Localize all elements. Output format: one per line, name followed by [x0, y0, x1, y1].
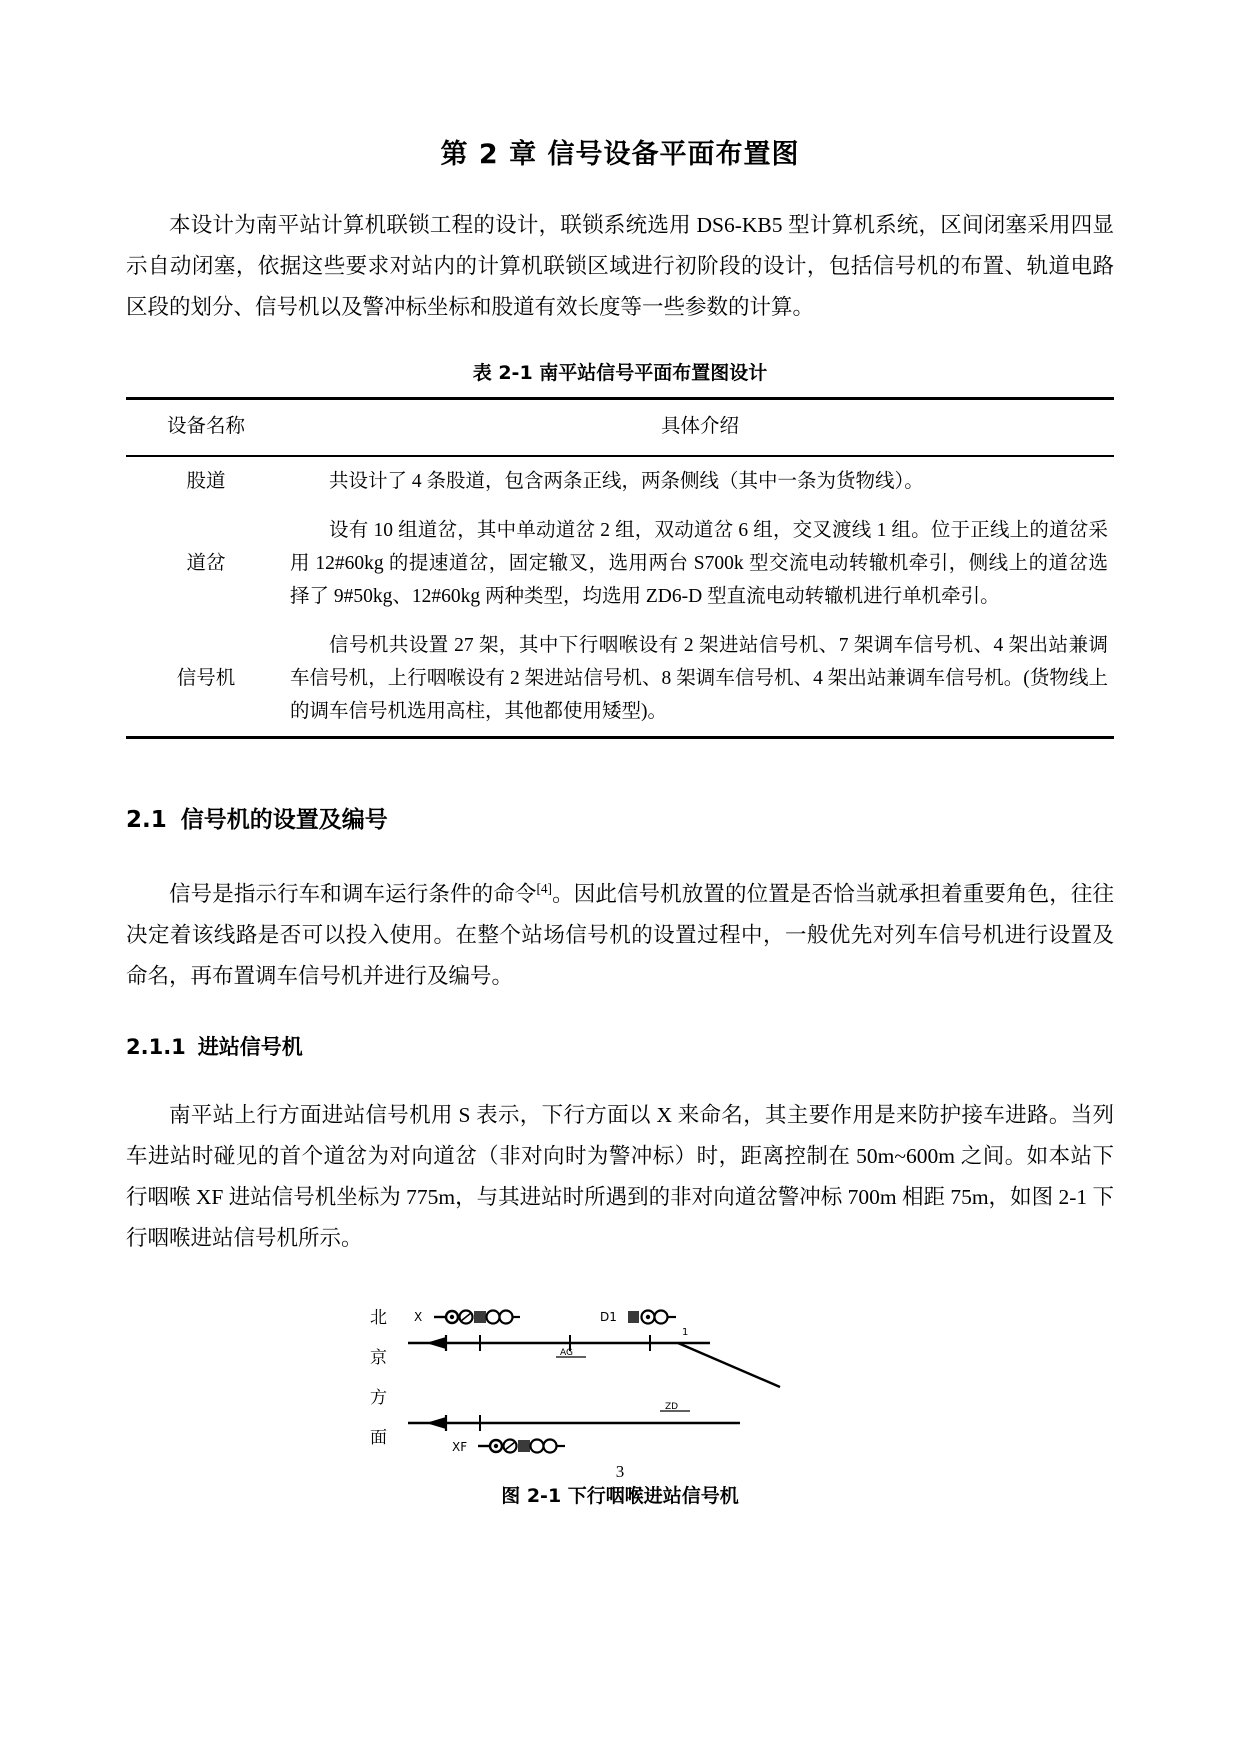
- d1-block-square: [628, 1311, 639, 1323]
- xf-lamp-dot-1: [494, 1444, 498, 1448]
- figure-caption: 图 2-1 下行咽喉进站信号机: [501, 1485, 739, 1508]
- upper-right-signal-label: D1: [600, 1310, 617, 1325]
- table-body: [126, 456, 1114, 738]
- page-content: [126, 0, 1114, 1508]
- design-table: [126, 397, 1114, 739]
- section-2-1-paragraph: [126, 868, 1114, 997]
- signal-lamp-circle-4: [500, 1311, 513, 1324]
- table-row: [126, 506, 1114, 621]
- paragraph-rest-text: 。因此信号机放置的位置是否恰当就承担着重要角色，往往决定着该线路是否可以投入使用。在整个站场信号机的设置过程中，一般优先对列车信号机进行设置及命名，再布置调车信号机并进行及编号。: [126, 882, 1114, 989]
- railway-signal-schematic: [360, 1299, 880, 1459]
- section-title: 信号机的设置及编号: [180, 807, 388, 833]
- table-cell-device-name: 道岔: [186, 553, 226, 574]
- subsection-title: 进站信号机: [197, 1035, 303, 1060]
- upper-left-signal-label: X: [414, 1310, 423, 1325]
- lower-left-signal-label: XF: [452, 1440, 468, 1455]
- section-2-1-paragraph-block: [126, 868, 1114, 997]
- d1-lamp-dot-1: [646, 1315, 650, 1319]
- side-label-char-jing: 京: [370, 1348, 387, 1369]
- section-2-1-1-paragraph: 南平站上行方面进站信号机用 S 表示，下行方面以 X 来命名，其主要作用是来防护接车进路。当列车进站时碰见的首个道岔为对向道岔（非对向时为警冲标）时，距离控制在 50m~600m 之间。如本站下行咽喉 XF 进站信号机坐标为 775m，与其进站时所遇到的非对向道岔警冲标 700m 相距 75m，如图 2-1 下行咽喉进站信号机所示。: [126, 1103, 1114, 1251]
- side-label-char-fang: 方: [370, 1388, 387, 1409]
- paragraph-lead-text: 信号是指示行车和调车运行条件的命令: [169, 882, 537, 907]
- xf-block-square: [518, 1440, 530, 1452]
- table-header-row: [126, 399, 1114, 457]
- section-number: 2.1: [126, 807, 167, 833]
- intro-paragraph: 本设计为南平站计算机联锁工程的设计，联锁系统选用 DS6-KB5 型计算机系统，区间闭塞采用四显示自动闭塞，依据这些要求对站内的计算机联锁区域进行初阶段的设计，包括信号机的布置、轨道电路区段的划分、信号机以及警冲标坐标和股道有效长度等一些参数的计算。: [126, 213, 1114, 319]
- table-cell-device-name: 股道: [186, 471, 226, 492]
- signal-lamp-circle-3: [487, 1311, 500, 1324]
- table-cell-description: 共设计了 4 条股道，包含两条正线，两条侧线（其中一条为货物线）。: [329, 471, 924, 492]
- table-row: [126, 621, 1114, 738]
- d1-lamp-circle-2: [655, 1311, 668, 1324]
- xf-lamp-circle-4: [544, 1440, 557, 1453]
- subsection-number: 2.1.1: [126, 1035, 186, 1060]
- table-header-device-name: 设备名称: [166, 416, 245, 437]
- turnout-number-label: 1: [682, 1327, 689, 1339]
- section-heading-2-1: [126, 801, 1114, 834]
- side-label-char-mian: 面: [370, 1428, 387, 1449]
- signal-block-square: [474, 1311, 486, 1323]
- turnout-diverging-line: [678, 1343, 780, 1387]
- signal-lamp-dot-1: [450, 1315, 454, 1319]
- table-cell-device-name: 信号机: [176, 668, 236, 689]
- lower-direction-arrow: [426, 1417, 446, 1429]
- figure-image-wrap: [126, 1299, 1114, 1459]
- chapter-title: 第 2 章 信号设备平面布置图: [440, 139, 800, 170]
- xf-lamp-circle-3: [531, 1440, 544, 1453]
- upper-direction-arrow: [426, 1337, 446, 1349]
- lower-section-label: ZD: [665, 1402, 679, 1413]
- section-heading-2-1-1: [126, 1031, 1114, 1061]
- table-cell-description: 信号机共设置 27 架，其中下行咽喉设有 2 架进站信号机、7 架调车信号机、4 架出站兼调车信号机，上行咽喉设有 2 架进站信号机、8 架调车信号机、4 架出站兼调车信号机。(货物线上的调车信号机选用高柱，其他都使用矮型)。: [290, 635, 1108, 722]
- intro-paragraph-block: [126, 205, 1114, 328]
- table-header-description: 具体介绍: [660, 416, 739, 437]
- section-2-1-1-paragraph-block: [126, 1095, 1114, 1259]
- upper-section-label: AG: [560, 1348, 573, 1359]
- table-caption: 表 2-1 南平站信号平面布置图设计: [472, 362, 768, 384]
- table-head: [126, 399, 1114, 457]
- table-row: [126, 456, 1114, 506]
- citation-reference: [4]: [536, 881, 552, 896]
- page-number: 3: [615, 1462, 625, 1481]
- table-cell-description: 设有 10 组道岔，其中单动道岔 2 组，双动道岔 6 组，交叉渡线 1 组。位于正线上的道岔采用 12#60kg 的提速道岔，固定辙叉，选用两台 S700k 型交流电动转辙机牵引，侧线上的道岔选择了 9#50kg、12#60kg 两种类型，均选用 ZD6-D 型直流电动转辙机进行单机牵引。: [290, 520, 1108, 607]
- side-label-char-bei: 北: [370, 1308, 387, 1329]
